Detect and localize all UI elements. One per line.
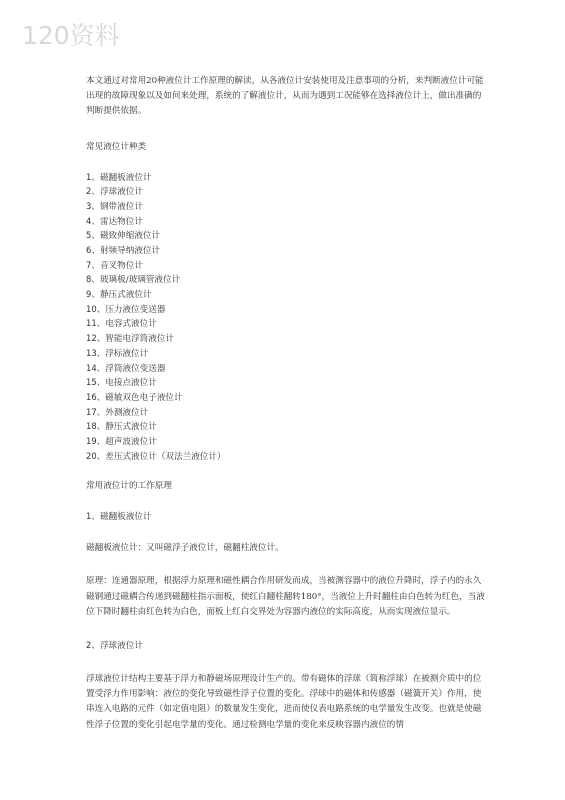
list-item: 6、射频导纳液位计 (86, 245, 161, 257)
list-item: 16、磁敏双色电子液位计 (86, 391, 183, 403)
list-item: 18、静压式液位计 (86, 421, 157, 433)
document-body (86, 74, 486, 733)
list-item: 20、差压式液位计（双法兰液位计） (86, 450, 226, 462)
list-item: 14、浮筒液位变送器 (86, 362, 166, 374)
principle-heading: 常用液位计的工作原理 (86, 481, 172, 492)
list-item: 1、磁翻板液位计 (86, 171, 152, 183)
section-1-body: 原理：连通器原理，根据浮力原理和磁性耦合作用研发而成，当被测容器中的液位升降时，浮子内的永久磁钢通过磁耦合传递到磁翻柱指示面板，使红白翻柱翻转180°，当液位上升时翻柱由白色转为红色，当液位下降时翻柱由红色转为白色，面板上红白交界处为容器内液位的实际高度，从而实现液位显示。 (86, 576, 485, 617)
list-item: 12、智能电浮筒液位计 (86, 333, 175, 345)
section-2-title: 2、浮球液位计 (86, 639, 143, 651)
list-item: 10、压力液位变送器 (86, 303, 166, 315)
intro-paragraph: 本文通过对常用20种液位计工作原理的解读，从各液位计安装使用及注意事项的分析，来判断液位计可能出现的故障现象以及如何来处理，系统的了解液位计，从而为遇到工况能够在选择液位计上，做出准确的判断提供依据。 (86, 76, 484, 117)
types-list (86, 170, 486, 464)
section-1-alias: 磁翻板液位计：又叫磁浮子液位计，磁翻柱液位计。 (86, 543, 284, 554)
list-item: 13、浮标液位计 (86, 347, 149, 359)
types-heading: 常见液位计种类 (86, 141, 147, 152)
list-item: 8、玻璃板/玻璃管液位计 (86, 274, 181, 286)
section-1-title: 1、磁翻板液位计 (86, 511, 152, 523)
list-item: 19、超声波液位计 (86, 435, 157, 447)
list-item: 2、浮球液位计 (86, 186, 143, 198)
list-item: 7、音叉物位计 (86, 259, 143, 271)
list-item: 5、磁致伸缩液位计 (86, 230, 161, 242)
list-item: 11、电容式液位计 (86, 318, 157, 330)
list-item: 17、外测液位计 (86, 406, 149, 418)
list-item: 3、钢带液位计 (86, 200, 143, 212)
list-item: 15、电接点液位计 (86, 377, 157, 389)
section-2-body: 浮球液位计结构主要基于浮力和静磁场原理设计生产的。带有磁体的浮球（简称浮球）在被测介质中的位置受浮力作用影响：液位的变化导致磁性浮子位置的变化。浮球中的磁体和传感器（磁簧开关）作用，使串连入电路的元件（如定值电阻）的数量发生变化，进而使仪表电路系统的电学量发生改变。也就是使磁性浮子位置的变化引起电学量的变化。通过检测电学量的变化来反映容器内液位的情 (86, 673, 482, 730)
watermark-logo: 120资料 (22, 21, 120, 50)
list-item: 4、雷达物位计 (86, 215, 143, 227)
list-item: 9、静压式液位计 (86, 289, 152, 301)
